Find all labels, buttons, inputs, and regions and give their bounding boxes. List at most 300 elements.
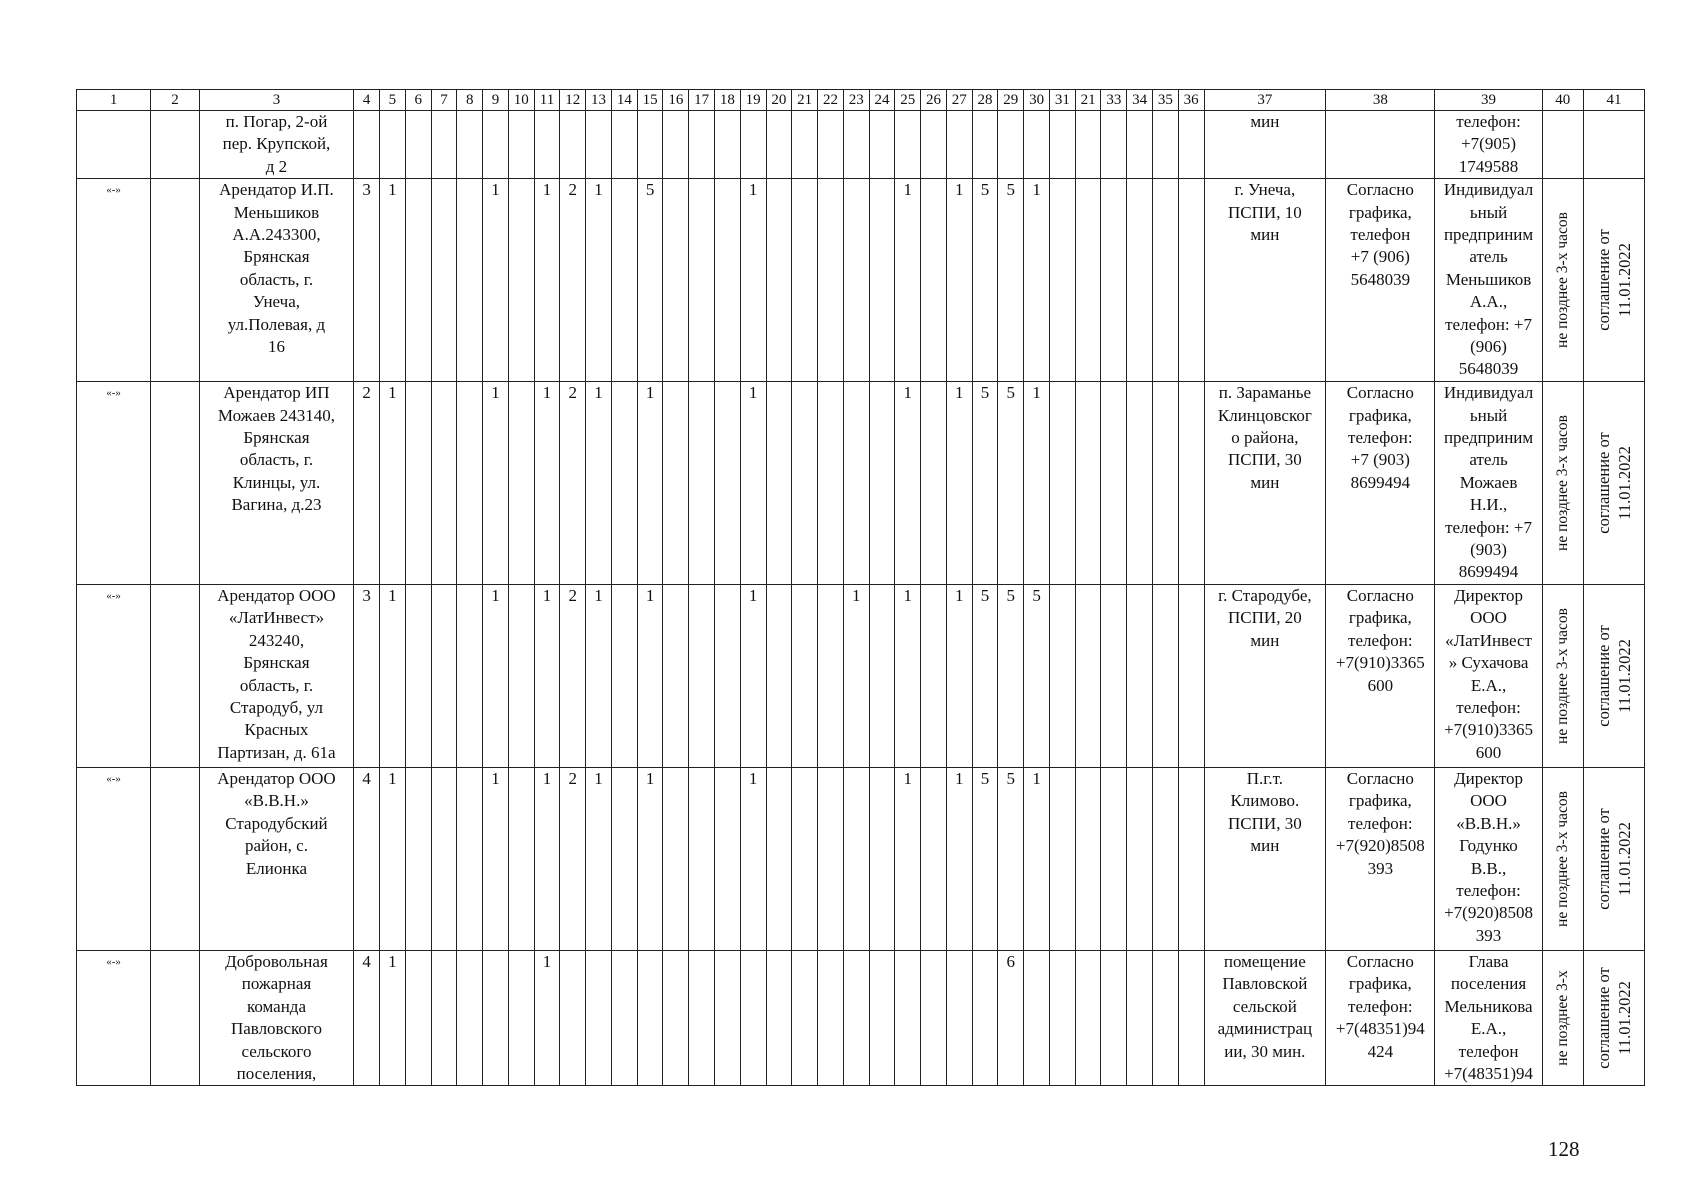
ditto-cell [77,111,151,179]
count-cell-36 [1178,950,1204,1085]
cell-line: 8699494 [1458,562,1519,582]
cell-line: ьный [1469,202,1508,222]
cell-line: 1749588 [1458,156,1519,176]
deadline-text: не позднее 3-х часов [1553,415,1571,552]
count-cell-29: 5 [998,767,1024,950]
count-cell-33 [1101,584,1127,767]
cell-line: Брянская [243,247,310,267]
cell-line: телефон: [1456,880,1521,900]
header-cell-1: 1 [77,90,151,111]
count-cell-36 [1178,382,1204,585]
count-cell-27: 1 [946,584,972,767]
location-cell [1204,584,1326,767]
count-cell-4: 3 [354,584,380,767]
count-cell-33 [1101,382,1127,585]
count-cell-35 [1153,584,1179,767]
cell-line: графика, [1348,405,1412,425]
count-cell-24 [869,382,895,585]
cell-line: Вагина, д.23 [231,495,322,515]
table-row [77,767,1645,950]
count-cell-28 [972,111,998,179]
count-cell-5 [380,111,406,179]
cell-line: Партизан, д. 61а [217,742,336,762]
cell-line: «В.В.Н.» [1456,813,1521,833]
count-cell-14 [611,111,637,179]
cell-line: » Сухачова [1448,653,1529,673]
cell-line: 8699494 [1350,472,1411,492]
cell-line: о района, [1231,428,1299,448]
header-cell-18: 18 [715,90,741,111]
count-cell-16 [663,111,689,179]
schedule-cell [1326,179,1435,382]
count-cell-10 [508,179,534,382]
count-cell-31 [1049,111,1075,179]
cell-line: Добровольная [225,951,328,971]
header-cell-3: 3 [199,90,354,111]
count-cell-23 [843,111,869,179]
count-cell-22 [818,382,844,585]
contact-cell [1435,111,1542,179]
count-cell-11: 1 [534,179,560,382]
cell-line: 5648039 [1458,359,1519,379]
count-cell-26 [921,111,947,179]
count-cell-32 [1075,111,1101,179]
cell-line: пер. Крупской, [222,134,331,154]
count-cell-35 [1153,382,1179,585]
cell-line: Директор [1454,585,1524,605]
count-cell-18 [715,767,741,950]
count-cell-9: 1 [483,179,509,382]
cell-line: район, с. [244,836,308,856]
count-cell-12: 2 [560,767,586,950]
cell-line: графика, [1348,608,1412,628]
ditto-cell: «-» [77,950,151,1085]
count-cell-22 [818,584,844,767]
cell-line: Павловской [1222,974,1308,994]
header-cell-16: 16 [663,90,689,111]
cell-line: Согласно [1346,585,1414,605]
count-cell-13: 1 [586,382,612,585]
count-cell-6 [405,584,431,767]
header-cell-9: 9 [483,90,509,111]
count-cell-31 [1049,950,1075,1085]
cell-line: ул.Полевая, д [227,314,326,334]
count-cell-25: 1 [895,584,921,767]
count-cell-5: 1 [380,179,406,382]
deadline-cell [1542,767,1583,950]
agreement-line: соглашение от [1593,967,1613,1069]
contact-cell [1435,950,1542,1085]
count-cell-14 [611,767,637,950]
table-row [77,111,1645,179]
contact-cell [1435,179,1542,382]
count-cell-12: 2 [560,382,586,585]
empty-cell [151,179,199,382]
cell-line: Согласно [1346,383,1414,403]
count-cell-29 [998,111,1024,179]
count-cell-10 [508,111,534,179]
cell-line: Директор [1454,768,1524,788]
cell-line: А.А.243300, [232,225,321,245]
count-cell-22 [818,767,844,950]
cell-line: телефон: [1348,996,1413,1016]
count-cell-15: 5 [637,179,663,382]
count-cell-23 [843,382,869,585]
table-row [77,584,1645,767]
empty-cell [151,111,199,179]
cell-line: (903) [1470,540,1507,560]
count-cell-6 [405,111,431,179]
cell-line: Можаев [1459,472,1518,492]
count-cell-14 [611,950,637,1085]
table-row [77,950,1645,1085]
count-cell-19 [740,111,766,179]
cell-line: телефон: +7 [1445,314,1532,334]
location-cell [1204,111,1326,179]
header-cell-39: 39 [1435,90,1542,111]
header-row [77,90,1645,111]
cell-line: 243240, [248,630,305,650]
count-cell-23 [843,179,869,382]
agreement-cell [1583,179,1644,382]
count-cell-30: 1 [1024,767,1050,950]
count-cell-13: 1 [586,767,612,950]
deadline-cell [1542,111,1583,179]
cell-line: Стародубский [225,813,328,833]
cell-line: поселения [1450,974,1527,994]
count-cell-26 [921,584,947,767]
count-cell-7 [431,111,457,179]
count-cell-13 [586,111,612,179]
schedule-cell [1326,111,1435,179]
schedule-table [76,89,1645,1086]
agreement-line: соглашение от [1593,432,1613,534]
header-cell-35: 35 [1153,90,1179,111]
count-cell-6 [405,950,431,1085]
count-cell-5: 1 [380,584,406,767]
header-cell-34: 34 [1127,90,1153,111]
cell-line: Арендатор И.П. [219,180,334,200]
cell-line: Н.И., [1469,495,1508,515]
count-cell-7 [431,382,457,585]
header-cell-22: 22 [818,90,844,111]
cell-line: +7(920)8508 [1444,903,1534,923]
count-cell-4: 3 [354,179,380,382]
cell-line: Индивидуал [1443,383,1534,403]
cell-line: пожарная [241,974,312,994]
count-cell-13 [586,950,612,1085]
header-cell-36: 36 [1178,90,1204,111]
agreement-cell [1583,767,1644,950]
agreement-line: соглашение от [1593,229,1613,331]
cell-line: атель [1469,247,1508,267]
count-cell-30 [1024,111,1050,179]
count-cell-8 [457,584,483,767]
count-cell-29: 6 [998,950,1024,1085]
cell-line: мин [1250,836,1280,856]
count-cell-9 [483,950,509,1085]
count-cell-17 [689,767,715,950]
cell-line: сельского [241,1041,312,1061]
count-cell-7 [431,179,457,382]
location-cell [1204,950,1326,1085]
cell-line: Брянская [243,428,310,448]
empty-cell [151,767,199,950]
count-cell-24 [869,179,895,382]
cell-line: телефон: +7 [1445,517,1532,537]
cell-line: ии, 30 мин. [1224,1041,1306,1061]
count-cell-5: 1 [380,767,406,950]
cell-line: ПСПИ, 30 [1228,813,1302,833]
header-cell-2: 2 [151,90,199,111]
count-cell-22 [818,179,844,382]
cell-line: +7 (906) [1350,247,1410,267]
deadline-text: не позднее 3-х часов [1553,790,1571,927]
organization-cell [199,950,354,1085]
cell-line: п. Погар, 2-ой [225,112,328,131]
cell-line: предприним [1443,428,1534,448]
cell-line: ПСПИ, 20 [1228,608,1302,628]
header-cell-5: 5 [380,90,406,111]
deadline-cell [1542,584,1583,767]
cell-line: область, г. [239,450,314,470]
count-cell-34 [1127,111,1153,179]
count-cell-6 [405,767,431,950]
count-cell-21 [792,111,818,179]
header-cell-33: 33 [1101,90,1127,111]
count-cell-11: 1 [534,382,560,585]
count-cell-8 [457,767,483,950]
count-cell-16 [663,950,689,1085]
cell-line: 5648039 [1350,269,1411,289]
count-cell-19: 1 [740,584,766,767]
count-cell-28: 5 [972,767,998,950]
deadline-text: не позднее 3-х часов [1553,212,1571,349]
count-cell-4: 4 [354,767,380,950]
count-cell-19: 1 [740,179,766,382]
count-cell-31 [1049,382,1075,585]
header-cell-38: 38 [1326,90,1435,111]
table-row [77,382,1645,585]
count-cell-28 [972,950,998,1085]
count-cell-14 [611,584,637,767]
count-cell-18 [715,111,741,179]
ditto-cell: «-» [77,584,151,767]
count-cell-17 [689,584,715,767]
count-cell-25: 1 [895,179,921,382]
cell-line: Арендатор ООО [217,585,336,605]
cell-line: атель [1469,450,1508,470]
deadline-text: не позднее 3-х часов [1553,607,1571,744]
deadline-cell [1542,179,1583,382]
cell-line: Павловского [230,1019,322,1039]
count-cell-29: 5 [998,584,1024,767]
header-cell-19: 19 [740,90,766,111]
agreement-line: 11.01.2022 [1614,446,1634,520]
count-cell-20 [766,584,792,767]
count-cell-23: 1 [843,584,869,767]
count-cell-36 [1178,111,1204,179]
location-cell [1204,179,1326,382]
cell-line: Клинцовског [1217,405,1312,425]
cell-line: г. Стародубе, [1218,585,1312,605]
cell-line: графика, [1348,974,1412,994]
count-cell-5: 1 [380,382,406,585]
count-cell-27: 1 [946,382,972,585]
cell-line: область, г. [239,675,314,695]
cell-line: «В.В.Н.» [244,791,309,811]
count-cell-27: 1 [946,767,972,950]
cell-line: п. Зараманье [1218,383,1312,403]
count-cell-22 [818,950,844,1085]
count-cell-8 [457,950,483,1085]
ditto-cell: «-» [77,767,151,950]
schedule-cell [1326,950,1435,1085]
cell-line: Согласно [1346,180,1414,200]
cell-line: мин [1250,112,1280,131]
header-cell-21: 21 [792,90,818,111]
count-cell-35 [1153,950,1179,1085]
count-cell-33 [1101,111,1127,179]
count-cell-11 [534,111,560,179]
header-cell-14: 14 [611,90,637,111]
header-cell-20: 20 [766,90,792,111]
agreement-line: соглашение от [1593,808,1613,910]
count-cell-34 [1127,950,1153,1085]
agreement-text [1593,229,1635,330]
count-cell-7 [431,584,457,767]
cell-line: +7(920)8508 [1335,836,1425,856]
count-cell-33 [1101,767,1127,950]
organization-cell [199,179,354,382]
cell-line: Арендатор ООО [217,768,336,788]
organization-cell [199,584,354,767]
cell-line: помещение [1223,951,1306,971]
count-cell-35 [1153,179,1179,382]
deadline-text: не позднее 3-х [1553,970,1571,1066]
cell-line: администрац [1217,1019,1313,1039]
cell-line: 600 [1475,742,1502,762]
header-cell-31: 31 [1049,90,1075,111]
count-cell-24 [869,111,895,179]
cell-line: ьный [1469,405,1508,425]
count-cell-36 [1178,584,1204,767]
cell-line: «ЛатИнвест» [228,608,325,628]
count-cell-26 [921,179,947,382]
cell-line: предприним [1443,225,1534,245]
cell-line: телефон [1350,225,1411,245]
count-cell-30: 1 [1024,382,1050,585]
count-cell-27 [946,111,972,179]
count-cell-33 [1101,950,1127,1085]
empty-cell [151,950,199,1085]
count-cell-12 [560,111,586,179]
count-cell-28: 5 [972,584,998,767]
count-cell-36 [1178,767,1204,950]
count-cell-19: 1 [740,382,766,585]
count-cell-5: 1 [380,950,406,1085]
cell-line: мин [1250,472,1280,492]
count-cell-4: 4 [354,950,380,1085]
cell-line: область, г. [239,269,314,289]
cell-line: 600 [1367,675,1394,695]
cell-line: Брянская [243,653,310,673]
cell-line: графика, [1348,791,1412,811]
count-cell-32 [1075,767,1101,950]
count-cell-33 [1101,179,1127,382]
agreement-cell [1583,382,1644,585]
count-cell-32 [1075,584,1101,767]
count-cell-24 [869,584,895,767]
count-cell-34 [1127,179,1153,382]
agreement-cell [1583,584,1644,767]
count-cell-17 [689,382,715,585]
count-cell-32 [1075,950,1101,1085]
organization-cell [199,111,354,179]
header-cell-11: 11 [534,90,560,111]
count-cell-21 [792,584,818,767]
cell-line: ПСПИ, 30 [1228,450,1302,470]
empty-cell [151,382,199,585]
count-cell-17 [689,179,715,382]
cell-line: +7(905) [1461,134,1517,154]
cell-line: телефон: [1348,813,1413,833]
cell-line: «ЛатИнвест [1445,630,1532,650]
cell-line: Меньшиков [233,202,320,222]
agreement-line: соглашение от [1593,625,1613,727]
count-cell-12 [560,950,586,1085]
ditto-cell: «-» [77,179,151,382]
count-cell-19 [740,950,766,1085]
empty-cell [151,584,199,767]
agreement-text [1593,625,1635,726]
cell-line: телефон: [1456,112,1521,131]
cell-line: телефон: [1348,428,1413,448]
count-cell-18 [715,584,741,767]
count-cell-28: 5 [972,179,998,382]
header-cell-29: 29 [998,90,1024,111]
count-cell-19: 1 [740,767,766,950]
count-cell-26 [921,950,947,1085]
count-cell-4 [354,111,380,179]
agreement-line: 11.01.2022 [1614,822,1634,896]
count-cell-34 [1127,382,1153,585]
header-cell-26: 26 [921,90,947,111]
cell-line: команда [246,996,306,1016]
count-cell-28: 5 [972,382,998,585]
count-cell-8 [457,382,483,585]
count-cell-17 [689,111,715,179]
count-cell-17 [689,950,715,1085]
count-cell-27: 1 [946,179,972,382]
cell-line: Елионка [245,858,308,878]
count-cell-20 [766,179,792,382]
count-cell-35 [1153,111,1179,179]
count-cell-21 [792,179,818,382]
count-cell-6 [405,382,431,585]
count-cell-34 [1127,767,1153,950]
cell-line: +7(48351)94 [1335,1019,1425,1039]
count-cell-14 [611,382,637,585]
agreement-cell [1583,950,1644,1085]
cell-line: Красных [244,720,309,740]
cell-line: поселения, [236,1063,317,1083]
location-cell [1204,382,1326,585]
count-cell-31 [1049,584,1075,767]
cell-line: Согласно [1346,768,1414,788]
cell-line: Мельникова [1444,996,1533,1016]
organization-cell [199,767,354,950]
